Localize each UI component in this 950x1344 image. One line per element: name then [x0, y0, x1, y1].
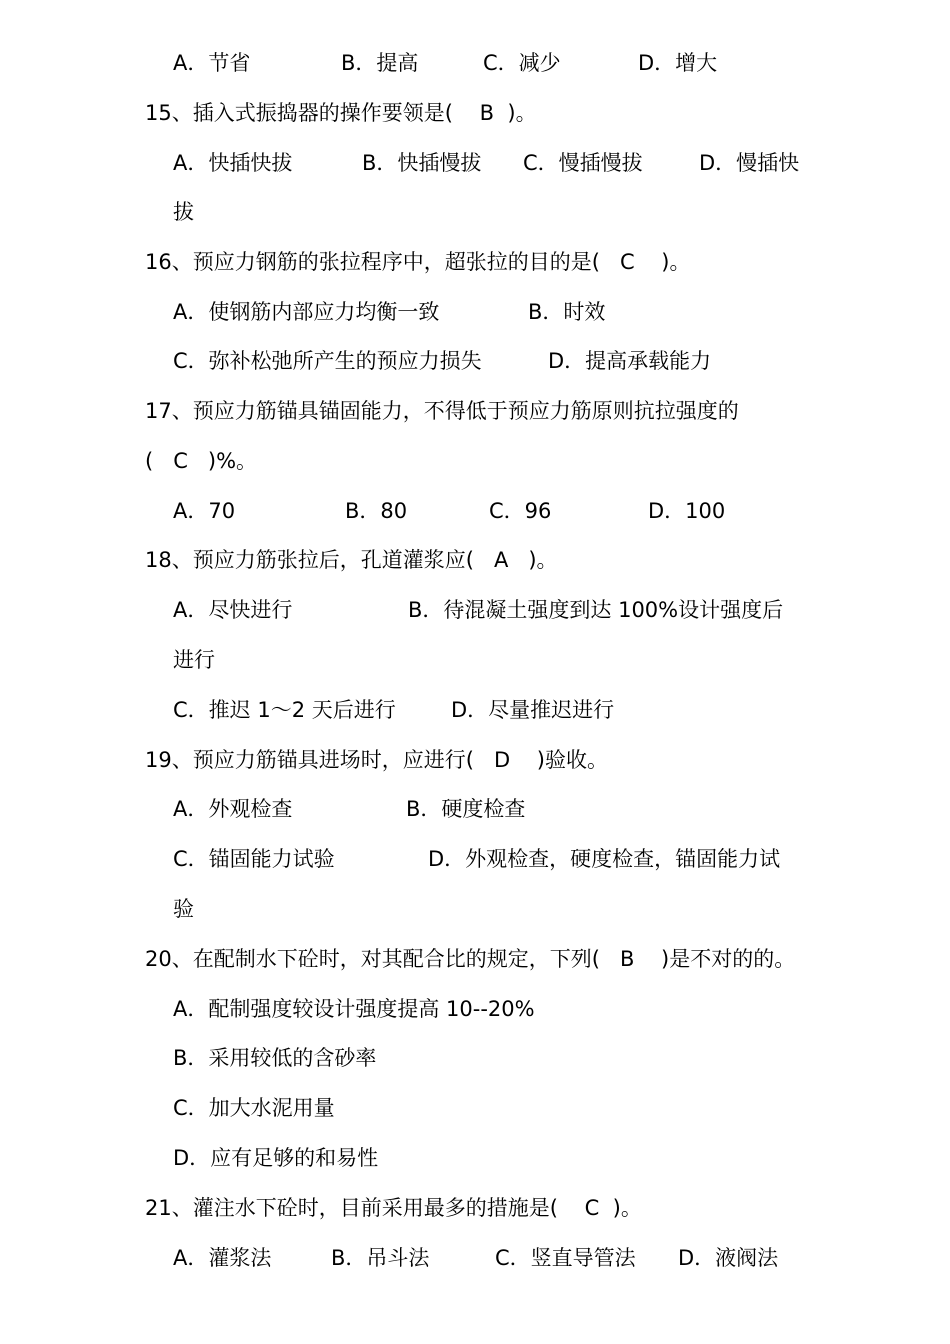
- question-21: 21、灌注水下砼时，目前采用最多的措施是( C )。: [145, 1196, 642, 1220]
- option-a: A．配制强度较设计强度提高 10--20%: [173, 997, 535, 1021]
- question-20: 20、在配制水下砼时，对其配合比的规定，下列( B )是不对的的。: [145, 947, 796, 971]
- option-c: C．弥补松弛所产生的预应力损失: [173, 349, 482, 373]
- option-c: C．竖直导管法: [495, 1246, 636, 1270]
- option-a: A．灌浆法: [173, 1246, 272, 1270]
- option-c: C．加大水泥用量: [173, 1096, 335, 1120]
- option-c: C．96: [489, 499, 552, 523]
- option-a: A．外观检查: [173, 797, 293, 821]
- option-b: B．硬度检查: [406, 797, 526, 821]
- option-c: C．锚固能力试验: [173, 847, 335, 871]
- option-continuation: 拔: [173, 200, 194, 224]
- option-d: D．慢插快: [699, 151, 800, 175]
- option-c: C．推迟 1～2 天后进行: [173, 698, 396, 722]
- option-a: A．快插快拔: [173, 151, 293, 175]
- option-d: D．增大: [638, 51, 718, 75]
- question-17: 17、预应力筋锚具锚固能力，不得低于预应力筋原则抗拉强度的: [145, 399, 739, 423]
- option-a: A．节省: [173, 51, 251, 75]
- option-b: B．80: [345, 499, 408, 523]
- option-b: B．吊斗法: [331, 1246, 430, 1270]
- option-b: B．待混凝土强度到达 100%设计强度后: [408, 598, 784, 622]
- option-b: B．时效: [528, 300, 606, 324]
- option-d: D．外观检查，硬度检查，锚固能力试: [428, 847, 781, 871]
- option-d: D．尽量推迟进行: [451, 698, 615, 722]
- option-d: D．液阀法: [678, 1246, 779, 1270]
- option-b: B．采用较低的含砂率: [173, 1046, 377, 1070]
- option-d: D．应有足够的和易性: [173, 1146, 379, 1170]
- option-b: B．快插慢拔: [362, 151, 482, 175]
- question-18: 18、预应力筋张拉后，孔道灌浆应( A )。: [145, 548, 558, 572]
- option-continuation: 验: [173, 897, 194, 921]
- option-c: C．减少: [483, 51, 561, 75]
- question-15: 15、插入式振捣器的操作要领是( B )。: [145, 101, 537, 125]
- option-a: A．尽快进行: [173, 598, 293, 622]
- question-17-continuation: ( C )%。: [145, 449, 258, 473]
- option-d: D．提高承载能力: [548, 349, 712, 373]
- option-b: B．提高: [341, 51, 419, 75]
- option-a: A．使钢筋内部应力均衡一致: [173, 300, 440, 324]
- question-16: 16、预应力钢筋的张拉程序中，超张拉的目的是( C )。: [145, 250, 691, 274]
- option-d: D．100: [648, 499, 726, 523]
- option-continuation: 进行: [173, 648, 215, 672]
- question-19: 19、预应力筋锚具进场时，应进行( D )验收。: [145, 748, 609, 772]
- option-c: C．慢插慢拔: [523, 151, 643, 175]
- option-a: A．70: [173, 499, 236, 523]
